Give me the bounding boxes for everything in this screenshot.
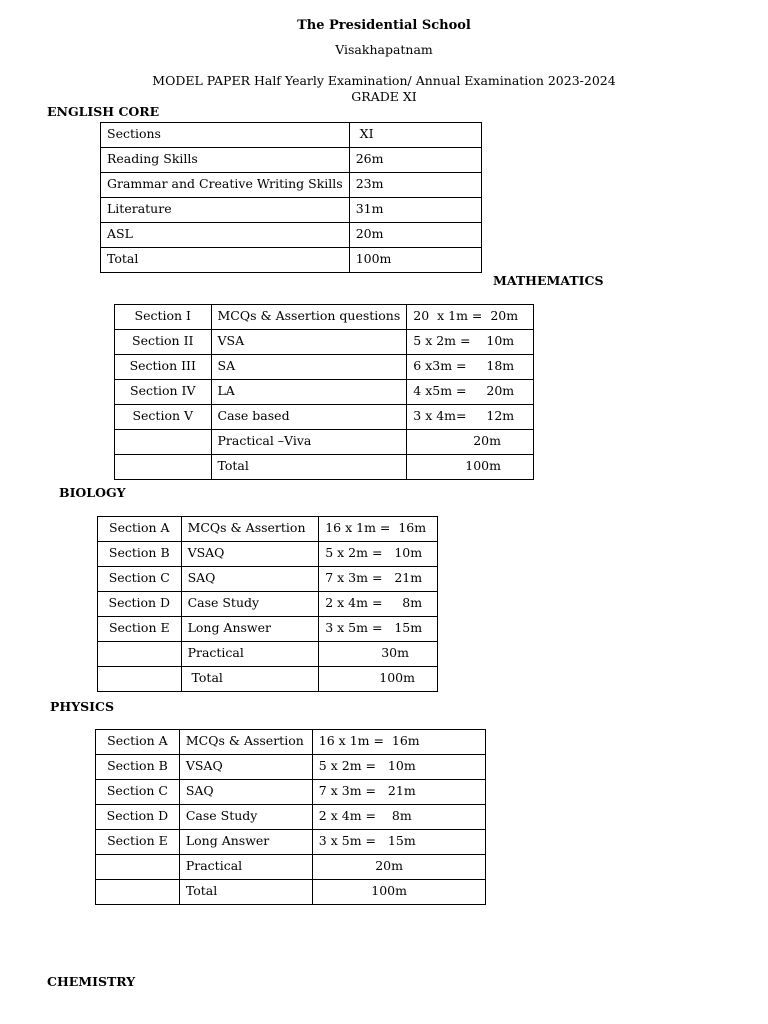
physics-cell: 100m — [312, 880, 485, 905]
biology-cell — [98, 642, 182, 667]
math-cell: Section V — [115, 405, 212, 430]
table-row — [96, 755, 486, 780]
physics-cell: 3 x 5m = 15m — [312, 830, 485, 855]
math-cell — [115, 430, 212, 455]
biology-cell: 100m — [319, 667, 438, 692]
english-cell: Literature — [101, 198, 350, 223]
english-cell: Grammar and Creative Writing Skills — [101, 173, 350, 198]
english-cell: 26m — [349, 148, 481, 173]
physics-cell: Case Study — [179, 805, 312, 830]
table-row — [98, 567, 438, 592]
english-cell: Total — [101, 248, 350, 273]
table-row — [98, 517, 438, 542]
english-cell: Reading Skills — [101, 148, 350, 173]
physics-cell: 5 x 2m = 10m — [312, 755, 485, 780]
math-cell: 20m — [407, 430, 534, 455]
table-row — [98, 667, 438, 692]
biology-cell: SAQ — [181, 567, 319, 592]
biology-cell: 7 x 3m = 21m — [319, 567, 438, 592]
biology-cell: Section A — [98, 517, 182, 542]
table-row — [115, 330, 534, 355]
physics-cell: Section A — [96, 730, 180, 755]
english-cell: XI — [349, 123, 481, 148]
biology-cell: 3 x 5m = 15m — [319, 617, 438, 642]
exam-title: MODEL PAPER Half Yearly Examination/ Annual Examination 2023-2024 — [152, 73, 616, 88]
table-row — [101, 173, 482, 198]
table-row — [96, 855, 486, 880]
biology-cell: 30m — [319, 642, 438, 667]
physics-cell: 2 x 4m = 8m — [312, 805, 485, 830]
math-cell: LA — [211, 380, 407, 405]
biology-cell: Section E — [98, 617, 182, 642]
math-cell: 20 x 1m = 20m — [407, 305, 534, 330]
biology-cell: Section D — [98, 592, 182, 617]
math-cell: Practical –Viva — [211, 430, 407, 455]
english-cell: 23m — [349, 173, 481, 198]
math-cell: Total — [211, 455, 407, 480]
table-row — [101, 123, 482, 148]
physics-cell: VSAQ — [179, 755, 312, 780]
biology-cell: Case Study — [181, 592, 319, 617]
biology-cell: 16 x 1m = 16m — [319, 517, 438, 542]
physics-heading: PHYSICS — [50, 699, 114, 714]
physics-cell: Total — [179, 880, 312, 905]
biology-heading: BIOLOGY — [59, 485, 126, 500]
physics-cell: Practical — [179, 855, 312, 880]
table-row — [98, 592, 438, 617]
english-cell: 20m — [349, 223, 481, 248]
physics-cell: Long Answer — [179, 830, 312, 855]
physics-cell: Section B — [96, 755, 180, 780]
biology-cell: Total — [181, 667, 319, 692]
table-row — [115, 355, 534, 380]
mathematics-heading: MATHEMATICS — [493, 273, 604, 288]
biology-cell: Practical — [181, 642, 319, 667]
mathematics-table — [114, 304, 534, 480]
physics-table — [95, 729, 486, 905]
table-row — [115, 430, 534, 455]
math-cell: 5 x 2m = 10m — [407, 330, 534, 355]
math-cell: 3 x 4m= 12m — [407, 405, 534, 430]
biology-cell: 5 x 2m = 10m — [319, 542, 438, 567]
table-row — [98, 542, 438, 567]
physics-cell: Section C — [96, 780, 180, 805]
biology-cell: VSAQ — [181, 542, 319, 567]
math-cell: Section IV — [115, 380, 212, 405]
biology-cell: Section B — [98, 542, 182, 567]
english-cell: 100m — [349, 248, 481, 273]
physics-cell: 7 x 3m = 21m — [312, 780, 485, 805]
table-row — [101, 223, 482, 248]
english-cell: ASL — [101, 223, 350, 248]
biology-cell — [98, 667, 182, 692]
table-row — [115, 380, 534, 405]
table-row — [115, 305, 534, 330]
grade-label: GRADE XI — [351, 89, 417, 104]
table-row — [96, 805, 486, 830]
physics-cell — [96, 880, 180, 905]
math-cell: 6 x3m = 18m — [407, 355, 534, 380]
table-row — [96, 730, 486, 755]
school-city: Visakhapatnam — [335, 42, 433, 57]
math-cell — [115, 455, 212, 480]
physics-cell: 16 x 1m = 16m — [312, 730, 485, 755]
math-cell: MCQs & Assertion questions — [211, 305, 407, 330]
table-row — [96, 780, 486, 805]
math-cell: SA — [211, 355, 407, 380]
table-row — [101, 198, 482, 223]
math-cell: 4 x5m = 20m — [407, 380, 534, 405]
math-cell: Section I — [115, 305, 212, 330]
physics-cell: Section E — [96, 830, 180, 855]
math-cell: 100m — [407, 455, 534, 480]
table-row — [101, 248, 482, 273]
english-cell: Sections — [101, 123, 350, 148]
english-table — [100, 122, 482, 273]
table-row — [96, 880, 486, 905]
biology-cell: 2 x 4m = 8m — [319, 592, 438, 617]
biology-cell: Long Answer — [181, 617, 319, 642]
school-name: The Presidential School — [297, 18, 471, 33]
table-row — [96, 830, 486, 855]
math-cell: Case based — [211, 405, 407, 430]
physics-cell: SAQ — [179, 780, 312, 805]
physics-cell: 20m — [312, 855, 485, 880]
math-cell: Section II — [115, 330, 212, 355]
english-cell: 31m — [349, 198, 481, 223]
math-cell: Section III — [115, 355, 212, 380]
physics-cell: MCQs & Assertion — [179, 730, 312, 755]
table-row — [115, 455, 534, 480]
math-cell: VSA — [211, 330, 407, 355]
table-row — [98, 642, 438, 667]
physics-cell — [96, 855, 180, 880]
table-row — [115, 405, 534, 430]
table-row — [101, 148, 482, 173]
biology-cell: MCQs & Assertion — [181, 517, 319, 542]
english-heading: ENGLISH CORE — [47, 104, 160, 119]
chemistry-heading: CHEMISTRY — [47, 974, 136, 989]
table-row — [98, 617, 438, 642]
physics-cell: Section D — [96, 805, 180, 830]
biology-cell: Section C — [98, 567, 182, 592]
biology-table — [97, 516, 438, 692]
